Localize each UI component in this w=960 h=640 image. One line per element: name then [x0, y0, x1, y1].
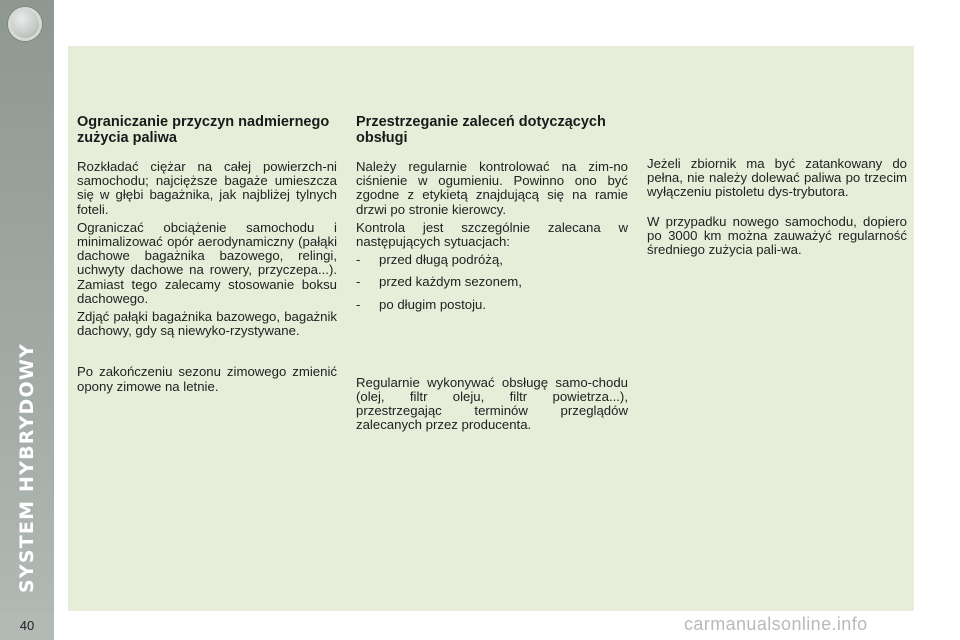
middle-paragraph-2: Kontrola jest szczególnie zalecana w następujących sytuacjach:	[356, 219, 628, 250]
list-item: - przed długą podróżą,	[356, 252, 503, 268]
list-item: - po długim postoju.	[356, 296, 487, 312]
middle-closing-paragraph: Regularnie wykonywać obsługę samo-chodu (olej, filtr oleju, filtr powietrza...), przestrzegając terminów przeglądów zalecanych przez producenta.	[356, 374, 628, 433]
left-paragraph-2: Ograniczać obciążenie samochodu i minimalizować opór aerodynamiczny (pałąki dachowe bagażnika bazowego, relingi, uchwyty dachowe na rowery, przyczepa...). Zamiast tego zalecamy stosowanie boksu dachowego.	[77, 219, 337, 306]
middle-heading: Przestrzeganie zaleceń dotyczących obsługi	[356, 114, 606, 146]
left-paragraph-3: Zdjąć pałąki bagażnika bazowego, bagażnik dachowy, gdy są niewyko-rzystywane.	[77, 309, 337, 339]
left-paragraph-1: Rozkładać ciężar na całej powierzch-ni samochodu; najcięższe bagaże umieszcza się w głębi bagażnika, jak najbliżej tylnych foteli.	[77, 159, 337, 217]
watermark: carmanualsonline.info	[684, 614, 868, 634]
sidebar	[0, 0, 54, 640]
right-paragraph-1: Jeżeli zbiornik ma być zatankowany do pełna, nie należy dolewać paliwa po trzecim wyłączeniu pistoletu dys-trybutora.	[647, 156, 907, 200]
bullet-list	[356, 253, 628, 312]
middle-paragraph-1: Należy regularnie kontrolować na zim-no ciśnienie w ogumieniu. Powinno ono być zgodne z etykietą znajdującą się na ramie drzwi po stronie kierowcy.	[356, 159, 628, 217]
left-paragraph-4: Po zakończeniu sezonu zimowego zmienić opony zimowe na letnie.	[77, 364, 337, 394]
brand-badge-icon	[8, 7, 42, 41]
section-title: SYSTEM HYBRYDOWY	[16, 343, 38, 593]
middle-column	[356, 114, 628, 437]
right-paragraph-2: W przypadku nowego samochodu, dopiero po 3000 km można zauważyć regularność średniego zużycia pali-wa.	[647, 213, 907, 258]
left-heading: Ograniczanie przyczyn nadmiernego zużycia paliwa	[77, 114, 330, 146]
left-column	[77, 114, 337, 398]
list-item: - przed każdym sezonem,	[356, 274, 522, 290]
page-number: 40	[0, 612, 54, 640]
right-column	[647, 157, 907, 261]
